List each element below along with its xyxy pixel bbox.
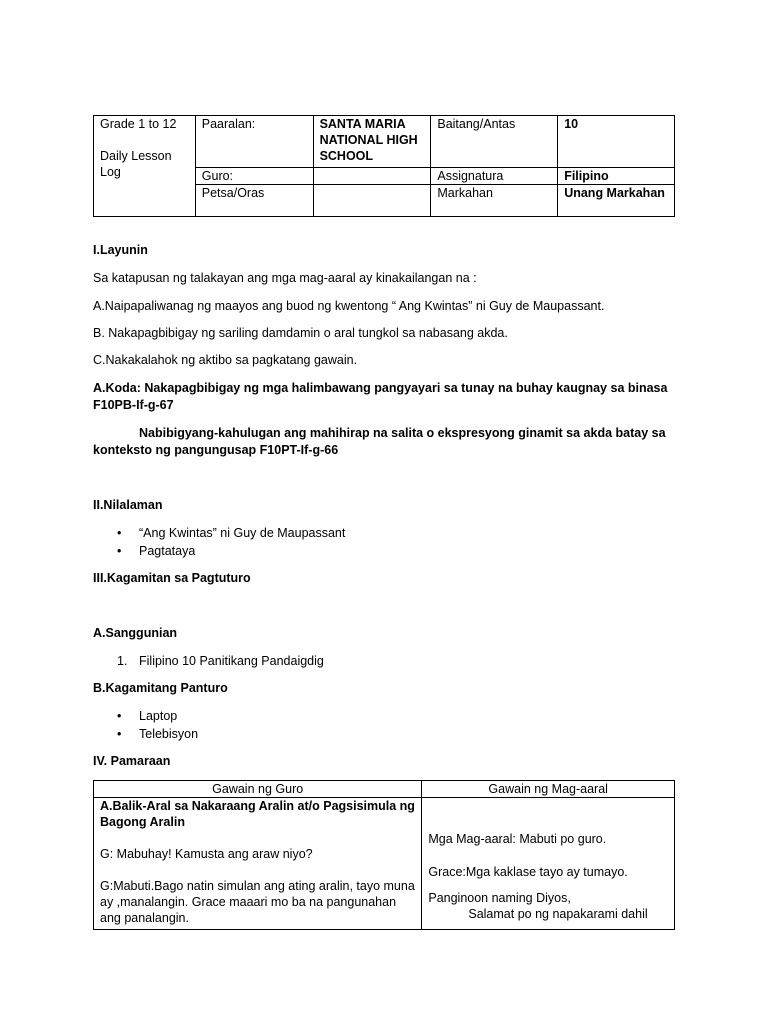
layunin-intro: Sa katapusan ng talakayan ang mga mag-aaral ay kinakailangan na :: [93, 271, 477, 285]
objective-b: B. Nakapagbibigay ng sariling damdamin o aral tungkol sa nabasang akda.: [93, 326, 508, 340]
nilalaman-item-label: Pagtataya: [139, 544, 196, 558]
header-table: [93, 115, 675, 217]
guro-label: Guro:: [195, 168, 313, 185]
objective-c: C.Nakakalahok ng aktibo sa pagkatang gawain.: [93, 353, 358, 367]
kagamitan-heading: III.Kagamitan sa Pagtuturo: [93, 571, 251, 585]
magaaral-activity-cell: [422, 798, 675, 930]
panturo-heading: B.Kagamitang Panturo: [93, 681, 228, 695]
nilalaman-item: [117, 543, 195, 559]
koda2-line2: konteksto ng pangungusap F10PT-If-g-66: [93, 443, 339, 457]
markahan-label: Markahan: [431, 185, 558, 217]
list-number: 1.: [117, 654, 128, 668]
guro-line2: G:Mabuti.Bago natin simulan ang ating aralin, tayo muna ay ,manalangin. Grace maaari mo ba na pangunahan ang panalangin.: [100, 879, 415, 925]
petsa-value: [313, 185, 431, 217]
koda2-line1: Nabibigyang-kahulugan ang mahihirap na salita o ekspresyong ginamit sa akda batay sa: [139, 426, 666, 440]
baitang-value: 10: [558, 116, 675, 168]
col-header-guro: Gawain ng Guro: [94, 781, 422, 798]
koda-line1: A.Koda: Nakapagbibigay ng mga halimbawang pangyayari sa tunay na buhay kaugnay sa binasa: [93, 381, 668, 395]
guro-activity-cell: [94, 798, 422, 930]
guro-line1: G: Mabuhay! Kamusta ang araw niyo?: [100, 847, 313, 861]
petsa-label: Petsa/Oras: [195, 185, 313, 217]
panturo-item-label: Telebisyon: [139, 727, 199, 741]
nilalaman-heading: II.Nilalaman: [93, 498, 163, 512]
assignatura-value: Filipino: [558, 168, 675, 185]
col-header-magaaral: Gawain ng Mag-aaral: [422, 781, 675, 798]
pamaraan-heading: IV. Pamaraan: [93, 754, 171, 768]
panturo-item-label: Laptop: [139, 709, 178, 723]
magaaral-line1: Mga Mag-aaral: Mabuti po guro.: [428, 832, 607, 846]
guro-activity-heading: A.Balik-Aral sa Nakaraang Aralin at/o Pagsisimula ng Bagong Aralin: [100, 799, 415, 829]
panturo-item: [117, 708, 177, 724]
koda-line2: F10PB-If-g-67: [93, 398, 174, 412]
objective-a: A.Naipapaliwanag ng maayos ang buod ng kwentong “ Ang Kwintas” ni Guy de Maupassant.: [93, 299, 605, 313]
sanggunian-item-label: Filipino 10 Panitikang Pandaigdig: [139, 654, 324, 668]
bullet-icon: •: [117, 544, 122, 558]
bullet-icon: •: [117, 727, 122, 741]
nilalaman-item-label: “Ang Kwintas” ni Guy de Maupassant: [139, 526, 346, 540]
magaaral-line3: Panginoon naming Diyos,: [428, 891, 571, 905]
magaaral-line4: Salamat po ng napakarami dahil: [468, 907, 648, 921]
nilalaman-item: [117, 525, 345, 541]
pamaraan-table: [93, 780, 675, 930]
markahan-value: Unang Markahan: [558, 185, 675, 217]
dll-title-line3: Log: [100, 165, 121, 179]
panturo-item: [117, 726, 198, 742]
baitang-label: Baitang/Antas: [431, 116, 558, 168]
assignatura-label: Assignatura: [431, 168, 558, 185]
layunin-heading: I.Layunin: [93, 243, 148, 257]
paaralan-value: SANTA MARIA NATIONAL HIGH SCHOOL: [313, 116, 431, 168]
dll-title-cell: [94, 116, 196, 217]
sanggunian-item: [117, 653, 324, 669]
bullet-icon: •: [117, 709, 122, 723]
dll-title-line1: Grade 1 to 12: [100, 117, 177, 131]
dll-title-line2: Daily Lesson: [100, 149, 172, 163]
bullet-icon: •: [117, 526, 122, 540]
guro-value: [313, 168, 431, 185]
paaralan-label: Paaralan:: [195, 116, 313, 168]
magaaral-line2: Grace:Mga kaklase tayo ay tumayo.: [428, 865, 628, 879]
sanggunian-heading: A.Sanggunian: [93, 626, 178, 640]
